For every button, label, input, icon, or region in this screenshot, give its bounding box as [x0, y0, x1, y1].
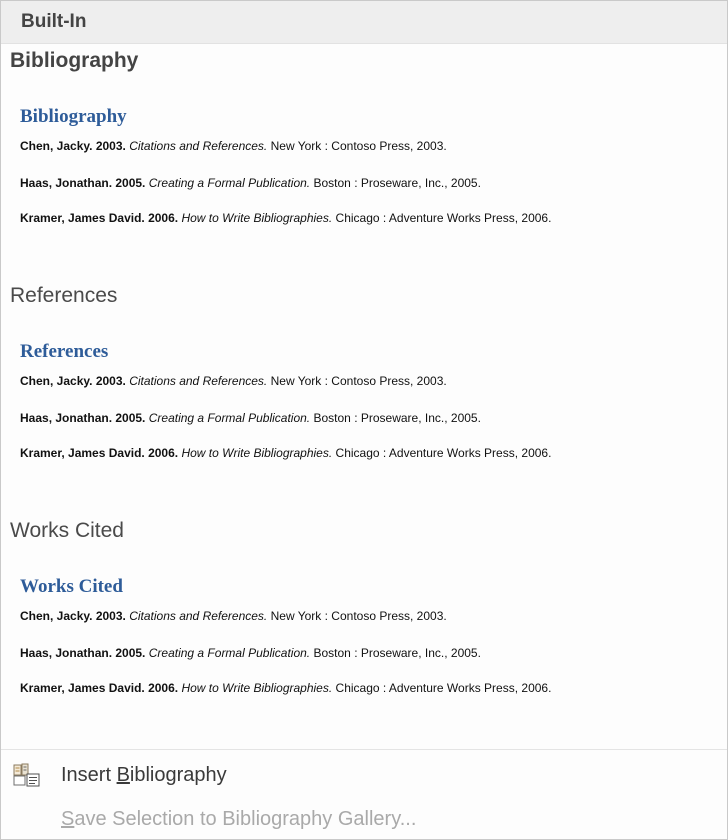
preview-title: Works Cited: [20, 576, 123, 597]
citation-entry: Haas, Jonathan. 2005. Creating a Formal Publication. Boston : Proseware, Inc., 2005.: [20, 646, 481, 660]
save-selection-label: Save Selection to Bibliography Gallery...: [61, 807, 417, 830]
citation-entry: Chen, Jacky. 2003. Citations and References. New York : Contoso Press, 2003.: [20, 374, 447, 388]
section-label: Bibliography: [10, 49, 139, 72]
bibliography-style-option[interactable]: [9, 105, 719, 241]
citation-entry: Kramer, James David. 2006. How to Write Bibliographies. Chicago : Adventure Works Press, 2006.: [20, 446, 552, 460]
citation-entry: Haas, Jonathan. 2005. Creating a Formal Publication. Boston : Proseware, Inc., 2005.: [20, 411, 481, 425]
works-cited-style-option[interactable]: [9, 575, 719, 711]
references-style-option[interactable]: [9, 340, 719, 476]
gallery-header: [1, 1, 727, 44]
section-label: Works Cited: [10, 519, 124, 542]
citation-entry: Kramer, James David. 2006. How to Write Bibliographies. Chicago : Adventure Works Press, 2006.: [20, 211, 552, 225]
insert-bibliography-icon: [11, 762, 43, 788]
citation-entry: Kramer, James David. 2006. How to Write Bibliographies. Chicago : Adventure Works Press, 2006.: [20, 681, 552, 695]
insert-bibliography-label: Insert Bibliography: [61, 763, 227, 786]
section-label: References: [10, 284, 118, 307]
menu-divider: [1, 749, 727, 750]
preview-title: Bibliography: [20, 106, 127, 127]
citation-entry: Chen, Jacky. 2003. Citations and References. New York : Contoso Press, 2003.: [20, 609, 447, 623]
insert-bibliography-menu-item[interactable]: [1, 757, 727, 793]
save-selection-menu-item[interactable]: [1, 801, 727, 837]
citation-entry: Chen, Jacky. 2003. Citations and References. New York : Contoso Press, 2003.: [20, 139, 447, 153]
gallery-header-title: Built-In: [21, 11, 87, 32]
citation-entry: Haas, Jonathan. 2005. Creating a Formal Publication. Boston : Proseware, Inc., 2005.: [20, 176, 481, 190]
preview-title: References: [20, 341, 109, 362]
